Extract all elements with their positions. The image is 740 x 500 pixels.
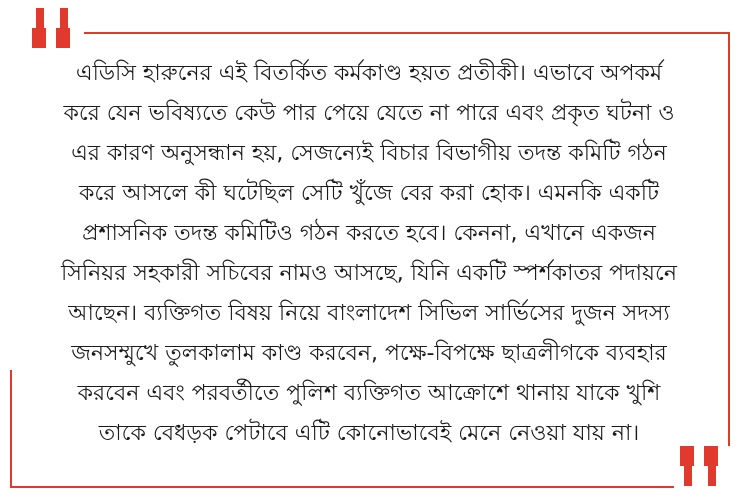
quote-line: এর কারণ অনুসন্ধান হয়, সেজন্যেই বিচার বিভাগীয় তদন্ত কমিটি গঠন [71,141,667,166]
quote-line: করে যেন ভবিষ্যতে কেউ পার পেয়ে যেতে না পারে এবং প্রকৃত ঘটনা ও [63,101,675,126]
quote-line: করবেন এবং পরবর্তীতে পুলিশ ব্যক্তিগত আক্রোশে থানায় যাকে খুশি [77,381,661,406]
frame-bottom-line [10,486,674,488]
frame-right-line [728,32,730,446]
quote-tail [60,8,68,30]
quote-line: সিনিয়র সহকারী সচিবের নামও আসছে, যিনি একটি স্পর্শকাতর পদায়নে [61,261,677,286]
quote-line: করে আসলে কী ঘটেছিল সেটি খুঁজে বের করা হোক। এমনকি একটি [79,181,659,206]
frame-top-line [84,32,730,34]
quote-line: আছেন। ব্যক্তিগত বিষয় নিয়ে বাংলাদেশ সিভিল সার্ভিসের দুজন সদস্য [68,301,670,326]
quote-tail [708,464,716,486]
quote-tail [36,8,44,30]
quote-text [16,54,722,454]
quote-line: জনসম্মুখে তুলকালাম কাণ্ড করবেন, পক্ষে-বিপক্ষে ছাত্রলীগকে ব্যবহার [71,341,667,366]
opening-quote-icon [32,8,80,48]
quote-line: তাকে বেধড়ক পেটাবে এটি কোনোভাবেই মেনে নেওয়া যায় না। [98,421,640,446]
quote-block [56,28,70,48]
quote-block [32,28,46,48]
frame-left-line [10,370,12,488]
quote-line: প্রশাসনিক তদন্ত কমিটিও গঠন করতে হবে। কেননা, এখানে একজন [82,221,656,246]
quote-tail [684,464,692,486]
quote-line: এডিসি হারুনের এই বিতর্কিত কর্মকাণ্ড হয়ত প্রতীকী। এভাবে অপকর্ম [75,61,663,86]
